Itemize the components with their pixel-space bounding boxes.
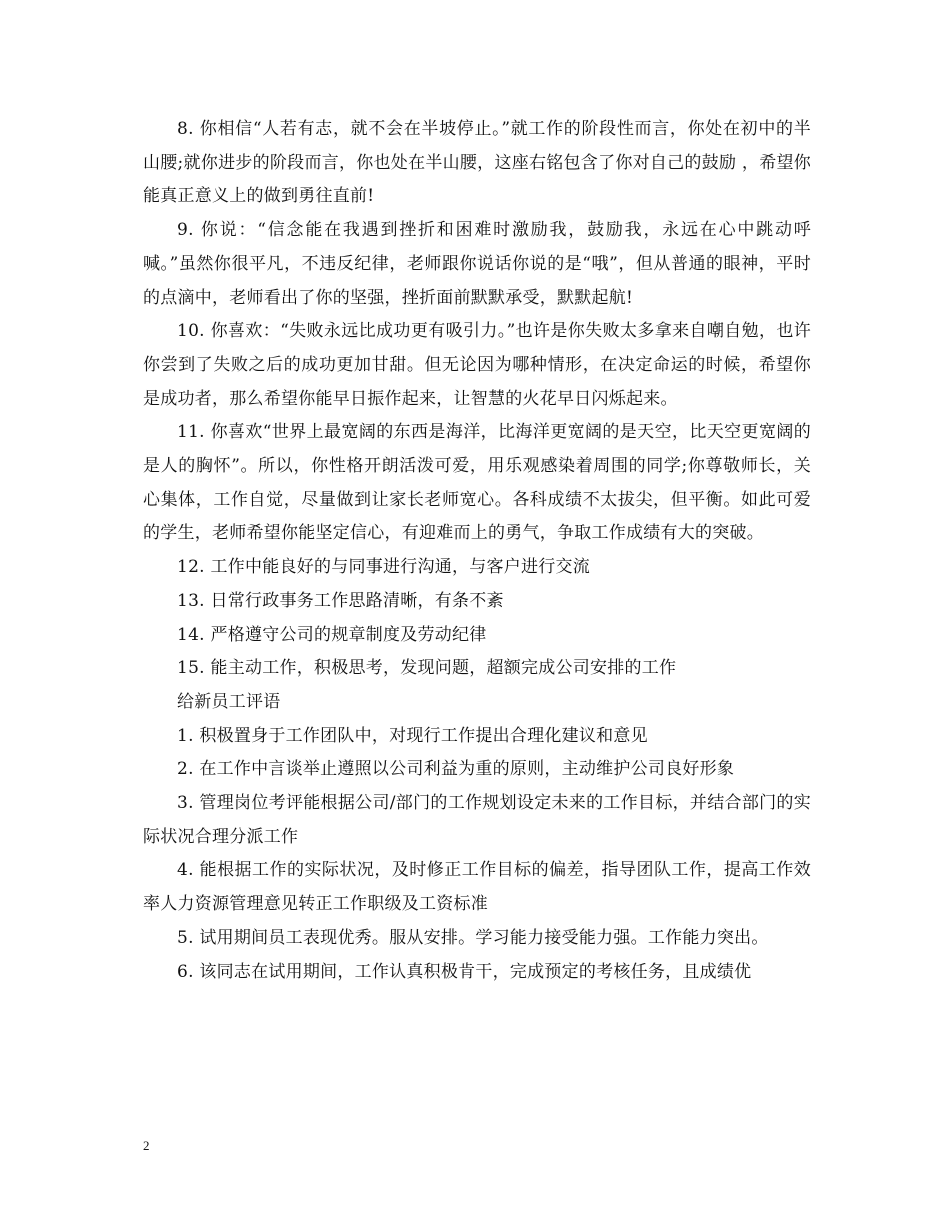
new-employee-comment-4: 4. 能根据工作的实际状况，及时修正工作目标的偏差，指导团队工作，提高工作效率人力资源管理意见转正工作职级及工资标准 [143,860,811,915]
paragraph-11: 11. 你喜欢“世界上最宽阔的东西是海洋，比海洋更宽阔的是天空，比天空更宽阔的是人的胸怀”。所以，你性格开朗活泼可爱，用乐观感染着周围的同学;你尊敬师长，关心集体，工作自觉，尽量做到让家长老师宽心。各科成绩不太拔尖，但平衡。如此可爱的学生，老师希望你能坚定信心，有迎难而上的勇气，争取工作成绩有大的突破。 [143,422,811,544]
section-heading-new-employee-comments: 给新员工评语 [177,691,281,712]
new-employee-comment-5: 5. 试用期间员工表现优秀。服从安排。学习能力接受能力强。工作能力突出。 [177,927,769,948]
new-employee-comment-3: 3. 管理岗位考评能根据公司/部门的工作规划设定未来的工作目标，并结合部门的实际状况合理分派工作 [143,793,811,847]
paragraph-9: 9. 你说：“信念能在我遇到挫折和困难时激励我，鼓励我，永远在心中跳动呼喊。”虽然你很平凡，不违反纪律，老师跟你说话你说的是“哦”，但从普通的眼神，平时的点滴中，老师看出了你的坚强，挫折面前默默承受，默默起航! [143,220,811,308]
document-body [143,113,811,989]
paragraph-12: 12. 工作中能良好的与同事进行沟通，与客户进行交流 [177,557,590,578]
paragraph-15: 15. 能主动工作，积极思考，发现问题，超额完成公司安排的工作 [177,658,677,679]
page-number: 2 [143,1138,150,1153]
paragraph-14: 14. 严格遵守公司的规章制度及劳动纪律 [177,624,487,645]
paragraph-8: 8. 你相信“人若有志，就不会在半坡停止。”就工作的阶段性而言，你处在初中的半山腰;就你进步的阶段而言，你也处在半山腰，这座右铭包含了你对自己的鼓励 ，希望你能真正意义上的做到勇往直前! [143,119,811,207]
paragraph-13: 13. 日常行政事务工作思路清晰，有条不紊 [177,590,504,611]
new-employee-comment-2: 2. 在工作中言谈举止遵照以公司利益为重的原则，主动维护公司良好形象 [177,759,735,780]
new-employee-comment-1: 1. 积极置身于工作团队中，对现行工作提出合理化建议和意见 [177,725,648,746]
new-employee-comment-6: 6. 该同志在试用期间，工作认真积极肯干，完成预定的考核任务，且成绩优 [177,961,752,982]
paragraph-10: 10. 你喜欢：“失败永远比成功更有吸引力。”也许是你失败太多拿来自嘲自勉，也许你尝到了失败之后的成功更加甘甜。但无论因为哪种情形，在决定命运的时候，希望你是成功者，那么希望你能早日振作起来，让智慧的火花早日闪烁起来。 [143,321,811,409]
